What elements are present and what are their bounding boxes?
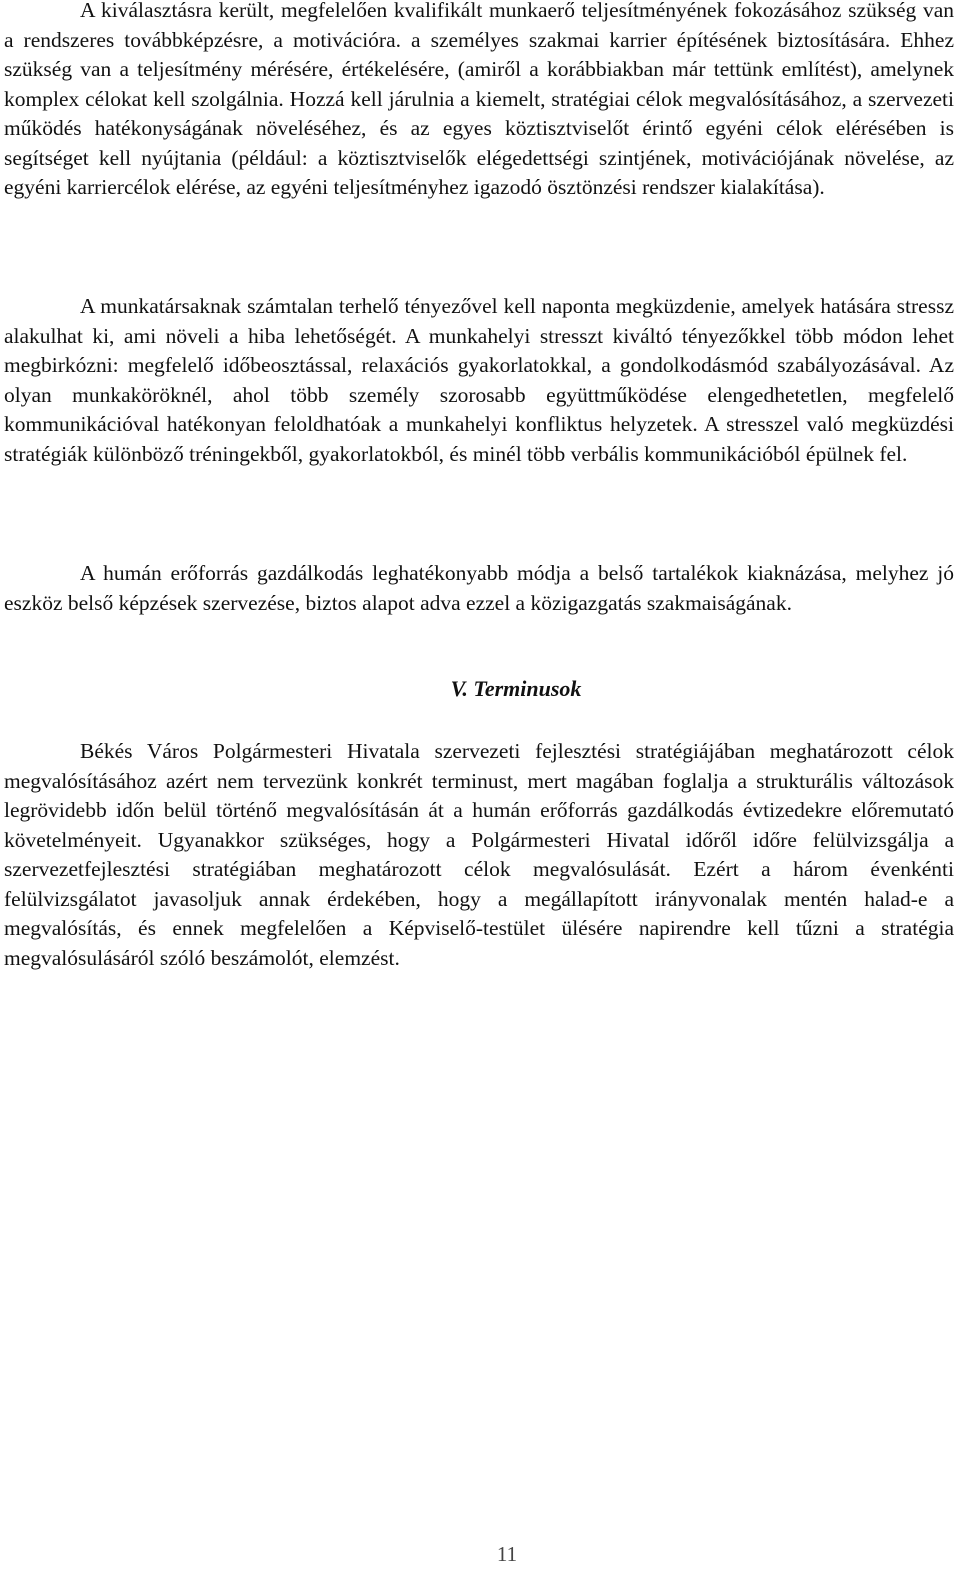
paragraph-training-motivation: A kiválasztásra került, megfelelően kvalifikált munkaerő teljesítményének fokozásához szükség van a rendszeres továbbképzésre, a motivációra. a személyes szakmai karrier építésének biztosítására. Ehhez szükség van a teljesítmény mérésére, értékelésére, (amiről a korábbiakban már tettünk említést), amelynek komplex célokat kell szolgálnia. Hozzá kell járulnia a kiemelt, stratégiai célok megvalósításához, a szervezeti működés hatékonyságának növeléséhez, és az egyes köztisztviselőt érintő egyéni célok elérésében is segítséget kell nyújtania (például: a köztisztviselők elégedettségi szintjének, motivációjának növelése, az egyéni karriercélok elérése, az egyéni teljesítményhez igazodó ösztönzési rendszer kialakítása).	[4, 0, 954, 199]
section-title: V. Terminusok	[450, 676, 582, 701]
paragraph-terminusok: Békés Város Polgármesteri Hivatala szervezeti fejlesztési stratégiájában meghatározott célok megvalósításához azért nem tervezünk konkrét terminust, mert magában foglalja a strukturális változások legrövidebb időn belül történő megvalósításán át a humán erőforrás gazdálkodás évtizedekre előremutató követelményeit. Ugyanakkor szükséges, hogy a Polgármesteri Hivatal időről időre felülvizsgálja a szervezetfejlesztési stratégiában meghatározott célok megvalósulását. Ezért a három évenkénti felülvizsgálatot javasoljuk annak érdekében, hogy a megállapított irányvonalak mentén halad-e a megvalósítás, és ennek megfelelően a Képviselő-testület ülésére napirendre kell tűzni a stratégia megvalósulásáról szóló beszámolót, elemzést.	[4, 739, 954, 970]
page-number: 11	[496, 1542, 518, 1566]
paragraph-workplace-stress: A munkatársaknak számtalan terhelő tényezővel kell naponta megküzdenie, amelyek hatására stressz alakulhat ki, ami növeli a hiba lehetőségét. A munkahelyi stresszt kiváltó tényezőkkel több módon lehet megbirkózni: megfelelő időbeosztással, relaxációs gyakorlatokkal, a gondolkodásmód szabályozásával. Az olyan munkaköröknél, ahol több személy szorosabb együttműködése elengedhetetlen, megfelelő kommunikációval hatékonyan feloldhatóak a munkahelyi konfliktus helyzetek. A stresszel való megküzdési stratégiák különböző tréningekből, gyakorlatokból, és minél több verbális kommunikációból épülnek fel.	[4, 294, 954, 466]
paragraph-human-resources: A humán erőforrás gazdálkodás leghatékonyabb módja a belső tartalékok kiaknázása, melyhez jó eszköz belső képzések szervezése, biztos alapot adva ezzel a közigazgatás szakmaiságának.	[4, 561, 954, 615]
